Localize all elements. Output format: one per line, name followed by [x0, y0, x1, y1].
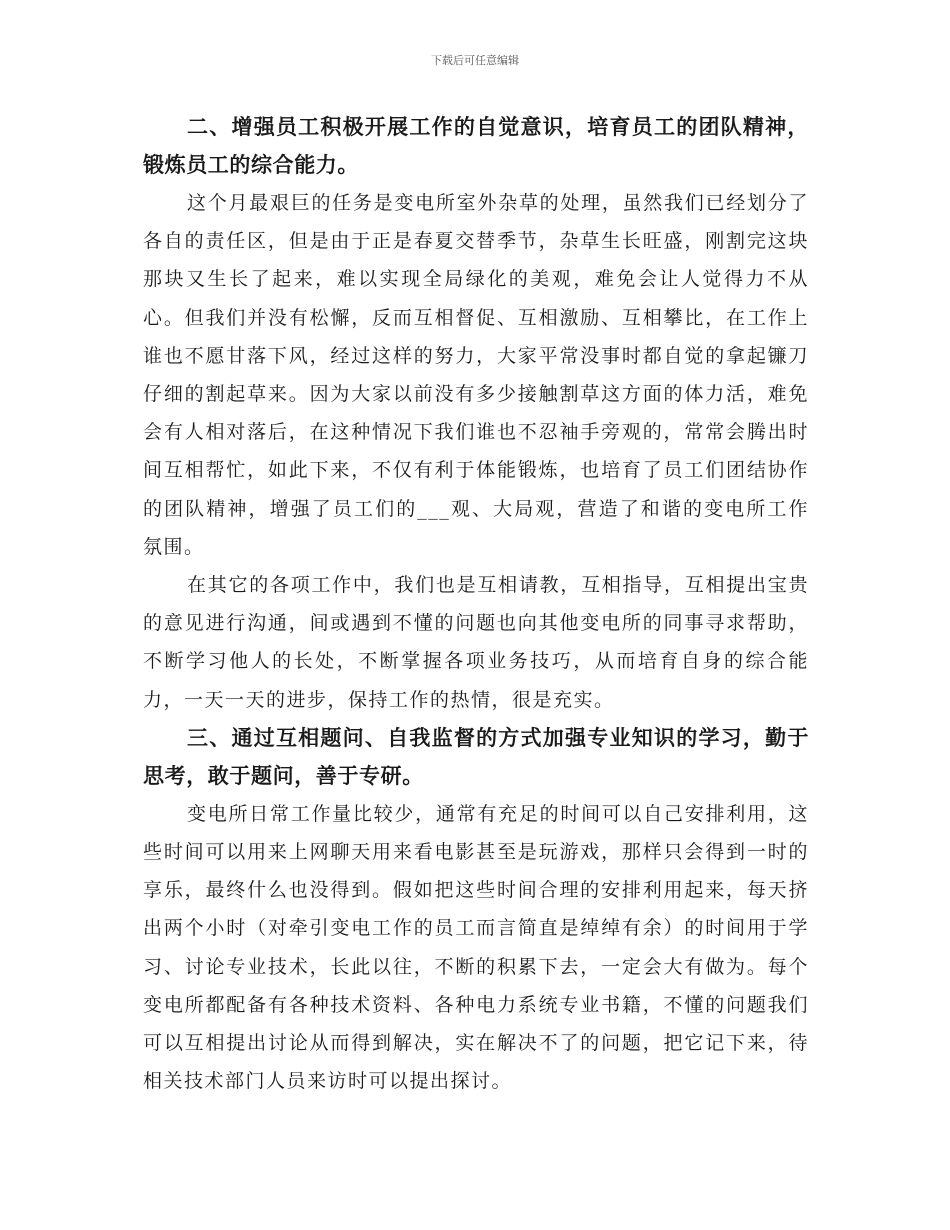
document-body	[143, 108, 809, 1100]
section-heading-2: 二、增强员工积极开展工作的自觉意识，培育员工的团队精神，锻炼员工的综合能力。	[143, 114, 809, 177]
paragraph-cooperation: 在其它的各项工作中，我们也是互相请教，互相指导，互相提出宝贵的意见进行沟通，间或遇到不懂的问题也向其他变电所的同事寻求帮助，不断学习他人的长处，不断掌握各项业务技巧，从而培育自身的综合能力，一天一天的进步，保持工作的热情，很是充实。	[143, 574, 809, 711]
paragraph-weeding: 这个月最艰巨的任务是变电所室外杂草的处理，虽然我们已经划分了各自的责任区，但是由于正是春夏交替季节，杂草生长旺盛，刚割完这块那块又生长了起来，难以实现全局绿化的美观，难免会让人觉得力不从心。但我们并没有松懈，反而互相督促、互相激励、互相攀比，在工作上谁也不愿甘落下风，经过这样的努力，大家平常没事时都自觉的拿起镰刀仔细的割起草来。因为大家以前没有多少接触割草这方面的体力活，难免会有人相对落后，在这种情况下我们谁也不忍袖手旁观的，常常会腾出时间互相帮忙，如此下来，不仅有利于体能锻炼，也培育了员工们团结协作的团队精神，增强了员工们的___观、大局观，营造了和谐的变电所工作氛围。	[143, 192, 809, 558]
section-heading-3: 三、通过互相题问、自我监督的方式加强专业知识的学习，勤于思考，敢于题问，善于专研。	[143, 724, 809, 788]
paragraph-study: 变电所日常工作量比较少，通常有充足的时间可以自己安排利用，这些时间可以用来上网聊天用来看电影甚至是玩游戏，那样只会得到一时的享乐，最终什么也没得到。假如把这些时间合理的安排利用起来，每天挤出两个小时（对牵引变电工作的员工而言简直是绰绰有余）的时间用于学习、讨论专业技术，长此以往，不断的积累下去，一定会大有做为。每个变电所都配备有各种技术资料、各种电力系统专业书籍，不懂的问题我们可以互相提出讨论从而得到解决，实在解决不了的问题，把它记下来，待相关技术部门人员来访时可以提出探讨。	[143, 802, 809, 1093]
header-note: 下载后可任意编辑	[431, 54, 519, 67]
